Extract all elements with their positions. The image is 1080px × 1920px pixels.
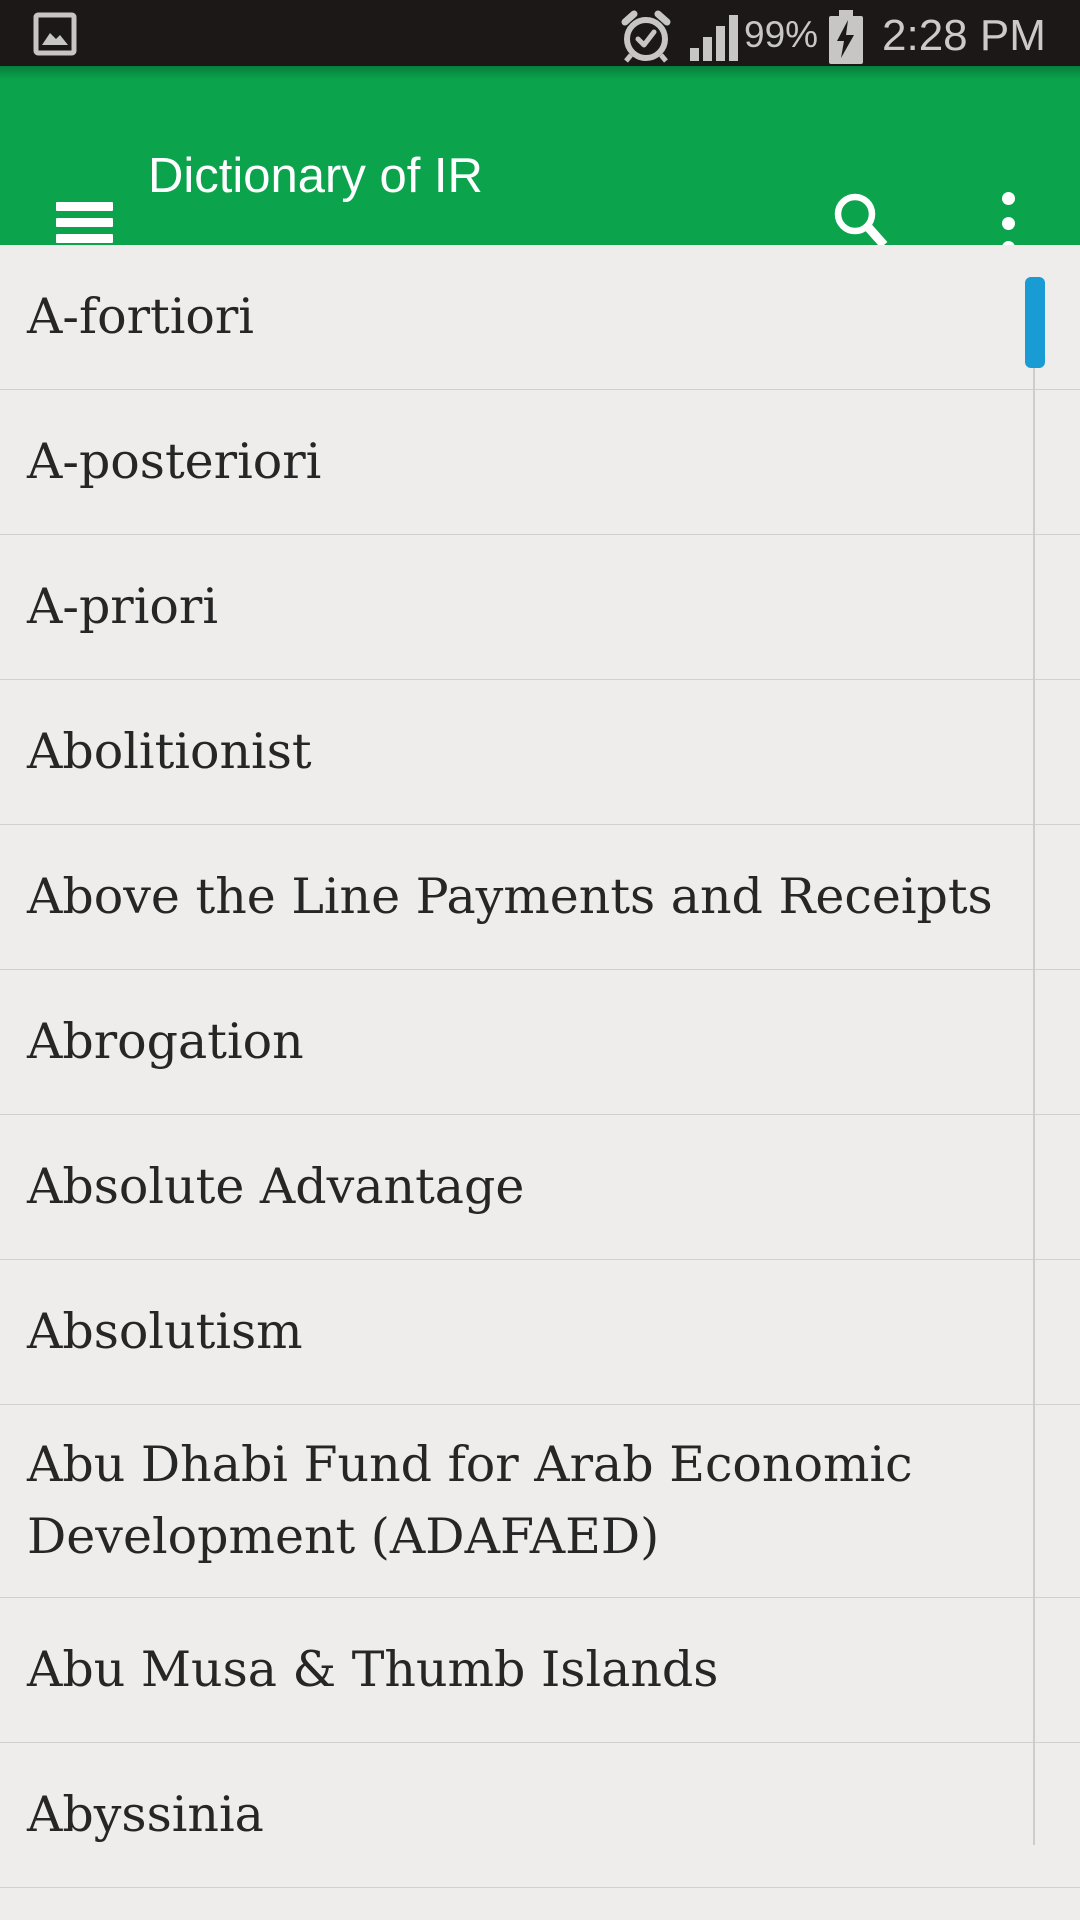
signal-strength-icon xyxy=(690,13,740,61)
list-item[interactable] xyxy=(0,1115,1080,1260)
term-list xyxy=(0,245,1080,1888)
status-bar xyxy=(0,0,1080,66)
alarm-clock-icon xyxy=(620,9,672,65)
search-icon xyxy=(838,197,884,245)
term-label: A-posteriori xyxy=(27,433,322,490)
term-label: Absolutism xyxy=(27,1303,303,1360)
term-label: Abrogation xyxy=(27,1013,304,1070)
term-label: A-fortiori xyxy=(27,288,254,345)
list-item[interactable] xyxy=(0,825,1080,970)
term-label: Abu Musa & Thumb Islands xyxy=(27,1641,719,1698)
list-item[interactable] xyxy=(0,535,1080,680)
list-item[interactable] xyxy=(0,970,1080,1115)
list-item[interactable] xyxy=(0,680,1080,825)
app-bar xyxy=(0,66,1080,245)
list-item[interactable] xyxy=(0,1598,1080,1743)
list-item[interactable] xyxy=(0,390,1080,535)
term-label: Abu Dhabi Fund for Arab Economic Development (ADAFAED) xyxy=(27,1436,913,1565)
list-item[interactable] xyxy=(0,1405,1080,1598)
term-label: Abolitionist xyxy=(27,723,312,780)
scrollbar-thumb[interactable] xyxy=(1025,277,1045,368)
term-label: Abyssinia xyxy=(27,1786,264,1843)
scrollbar-track[interactable] xyxy=(1033,280,1035,1845)
list-item[interactable] xyxy=(0,245,1080,390)
overflow-dots-icon xyxy=(1002,192,1015,205)
term-label: A-priori xyxy=(27,578,218,635)
hamburger-icon xyxy=(56,202,113,211)
list-item[interactable] xyxy=(0,1260,1080,1405)
menu-button[interactable] xyxy=(56,202,113,243)
page-title: Dictionary of IR xyxy=(148,149,483,203)
term-label: Absolute Advantage xyxy=(27,1158,525,1215)
term-label: Above the Line Payments and Receipts xyxy=(27,868,993,925)
battery-percent: 99% xyxy=(744,14,819,55)
battery-charging-icon xyxy=(827,8,865,64)
image-notification-icon xyxy=(33,12,77,56)
status-time: 2:28 PM xyxy=(882,11,1046,60)
list-item[interactable] xyxy=(0,1743,1080,1888)
